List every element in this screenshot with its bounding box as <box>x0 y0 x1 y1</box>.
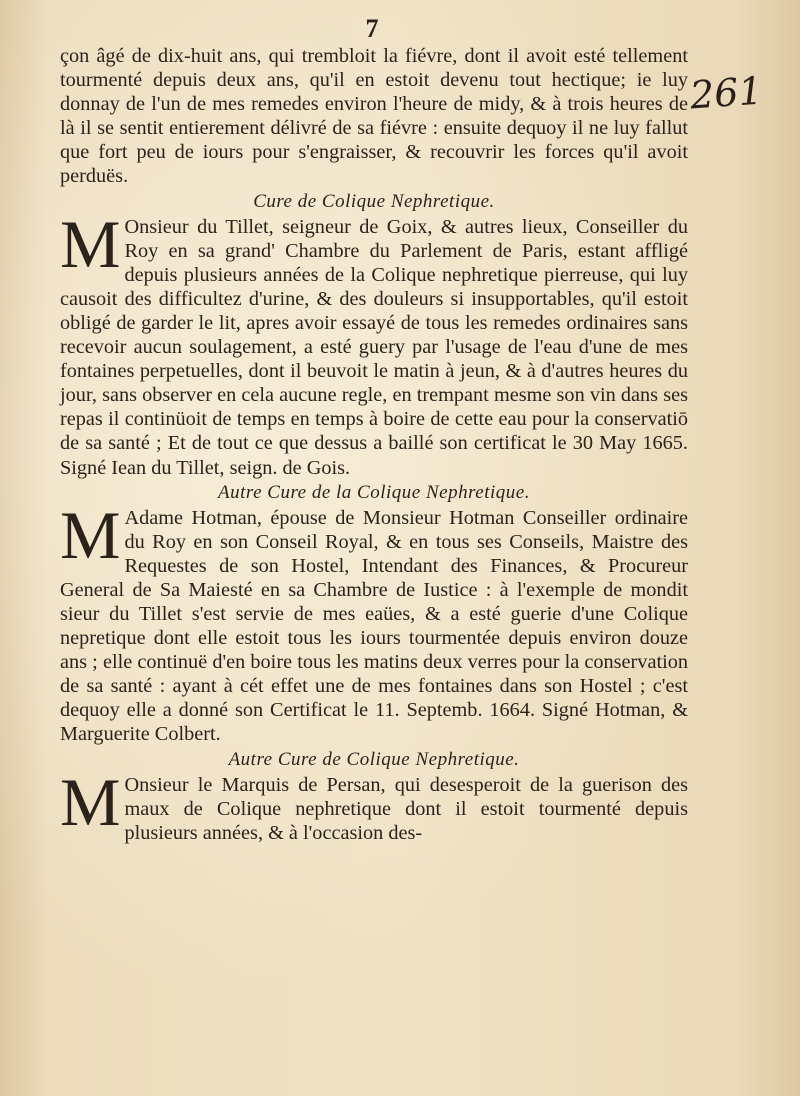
drop-cap: M <box>60 763 121 840</box>
section-paragraph <box>60 496 688 747</box>
handwritten-folio-number: 261 <box>688 68 765 118</box>
section-text: Adame Hotman, épouse de Monsieur Hotman Conseiller ordinaire du Roy en son Conseil Royal, & en tous ses Conseils, Maistre des Requestes de son Hostel, Intendant des Finances, & Procureur General de Sa Maiesté en sa Chambre de Iustice : à l'exemple de mondit sieur du Tillet s'est servie de mes eaües, & a esté guerie d'une Colique nepretique dont elle estoit tous les iours tourmentée depuis environ douze ans ; elle continuë d'en boire tous les matins deux verres pour la conservation de sa santé : ayant à cét effet une de mes fontaines dans son Hostel ; c'est dequoy elle a donné son Certificat le 11. Septemb. 1664. Signé Hotman, & Marguerite Colbert. <box>60 506 688 746</box>
drop-cap: M <box>60 205 121 282</box>
opening-paragraph: çon âgé de dix-huit ans, qui trembloit la fiévre, dont il avoit esté tellement tourmenté depuis deux ans, qu'il en estoit devenu tout hectique; ie luy donnay de l'un de mes remedes environ l'heure de midy, & à trois heures de là il se sentit entierement délivré de sa fiévre : ensuite dequoy il ne luy fallut que fort peu de iours pour s'engraisser, & recouvrir les forces qu'il avoit perduës. <box>60 45 688 188</box>
section-hotman <box>60 482 688 747</box>
section-paragraph <box>60 205 688 480</box>
text-block <box>60 44 688 845</box>
section-heading: Autre Cure de Colique Nephretique. <box>228 748 520 770</box>
drop-cap: M <box>60 496 121 573</box>
section-text: Onsieur le Marquis de Persan, qui desesperoit de la guerison des maux de Colique nephretique dont il estoit tourmenté depuis plusieurs années, & à l'occasion des- <box>124 773 688 844</box>
page-number: 7 <box>365 14 379 43</box>
section-tillet <box>60 191 688 480</box>
section-persan <box>60 749 688 845</box>
section-heading: Autre Cure de la Colique Nephretique. <box>218 481 530 503</box>
section-paragraph <box>60 763 688 845</box>
section-text: Onsieur du Tillet, seigneur de Goix, & autres lieux, Conseiller du Roy en sa grand' Chambre du Parlement de Paris, estant affligé depuis plusieurs années de la Colique nephretique pierreuse, qui luy causoit des difficultez d'urine, & des douleurs si insupportables, qu'il estoit obligé de garder le lit, apres avoir essayé de tous les remedes ordinaires sans recevoir aucun soulagement, a esté guery par l'usage de l'eau d'une de mes fontaines perpetuelles, dont il beuvoit le matin à jeun, & à d'autres heures du jour, sans observer en cela aucune regle, en trempant mesme son vin dans ses repas il continüoit de temps en temps à boire de cette eau pour la conservatiō de sa santé ; Et de tout ce que dessus a baillé son certificat le 30 May 1665. Signé Iean du Tillet, seign. de Gois. <box>60 215 688 479</box>
section-heading: Cure de Colique Nephretique. <box>253 190 495 212</box>
